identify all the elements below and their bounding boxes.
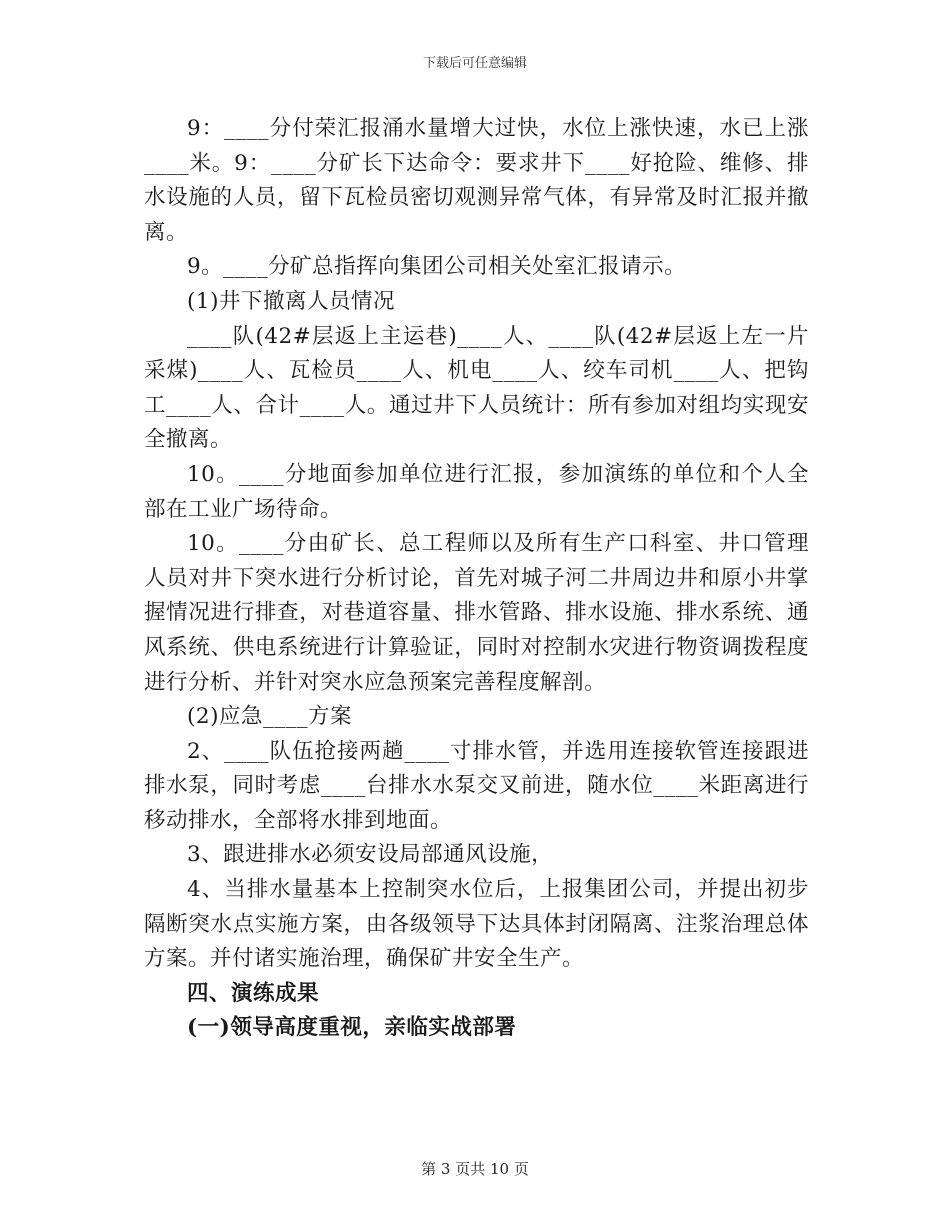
subsection-heading: (一)领导高度重视，亲临实战部署 [187, 1015, 517, 1041]
document-body [144, 112, 809, 1046]
paragraph: 3、跟进排水必须安设局部通风设施， [187, 842, 554, 868]
paragraph: ____队(42#层返上主运巷)____人、____队(42#层返上左一片采煤)____人、瓦检员____人、机电____人、绞车司机____人、把钩工____人、合计____人。通过井下人员统计：所有参加对组均实现安全撤离。 [144, 323, 809, 453]
section-heading: 四、演练成果 [187, 980, 320, 1006]
paragraph: 9：____分付荣汇报涌水量增大过快，水位上涨快速，水已上涨____米。9：____分矿长下达命令：要求井下____好抢险、维修、排水设施的人员，留下瓦检员密切观测异常气体，有异常及时汇报并撤离。 [144, 116, 809, 245]
paragraph: 10。____分由矿长、总工程师以及所有生产口科室、井口管理人员对井下突水进行分析讨论，首先对城子河二井周边井和原小井掌握情况进行排查，对巷道容量、排水管路、排水设施、排水系统、通风系统、供电系统进行计算验证，同时对控制水灾进行物资调拨程度进行分析、并针对突水应急预案完善程度解剖。 [144, 531, 809, 695]
subheading: (1)井下撤离人员情况 [187, 288, 395, 314]
paragraph: 4、当排水量基本上控制突水位后，上报集团公司，并提出初步隔断突水点实施方案，由各级领导下达具体封闭隔离、注浆治理总体方案。并付诸实施治理，确保矿井安全生产。 [144, 877, 809, 972]
paragraph: 2、____队伍抢接两趟____寸排水管，并选用连接软管连接跟进排水泵，同时考虑____台排水水泵交叉前进，随水位____米距离进行移动排水，全部将水排到地面。 [144, 738, 809, 833]
subheading: (2)应急____方案 [187, 704, 352, 730]
paragraph: 10。____分地面参加单位进行汇报，参加演练的单位和个人全部在工业广场待命。 [144, 461, 809, 522]
paragraph: 9。____分矿总指挥向集团公司相关处室汇报请示。 [187, 254, 687, 280]
page-number-footer: 第 3 页共 10 页 [421, 1160, 529, 1178]
page-header-note: 下载后可任意编辑 [422, 56, 527, 71]
